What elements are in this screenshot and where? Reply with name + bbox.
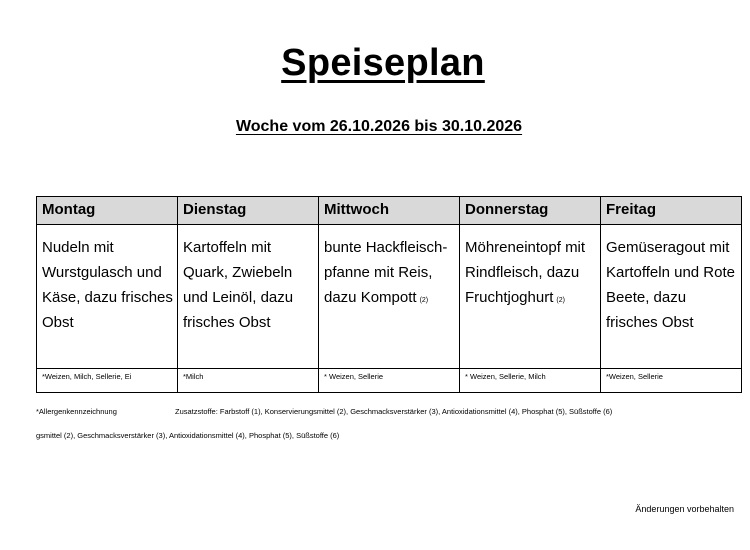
additives-legend-overflow: gsmittel (2), Geschmacksverstärker (3), Antioxidationsmittel (4), Phosphat (5), Süßstoffe (6) [36, 431, 340, 440]
additive-marker: (2) [556, 297, 565, 304]
menu-table [36, 196, 742, 393]
dish-text: Gemüseragout mit Kartoffeln und Rote Beete, dazu frisches Obst [606, 239, 735, 331]
day-header-thursday: Donnerstag [460, 197, 601, 225]
dish-cell-tuesday [178, 225, 319, 369]
dish-cell-friday [601, 225, 742, 369]
dish-text: bunte Hackfleisch-pfanne mit Reis, dazu Kompott [324, 239, 448, 306]
additive-marker: (2) [419, 297, 429, 304]
dish-text: Kartoffeln mit Quark, Zwiebeln und Leinöl, dazu frisches Obst [183, 239, 294, 331]
additives-legend: Zusatzstoffe: Farbstoff (1), Konservierungsmittel (2), Geschmacksverstärker (3), Antioxidationsmittel (4), Phosphat (5), Süßstoffe (6) [175, 407, 613, 416]
dish-text: Nudeln mit Wurstgulasch und Käse, dazu frisches Obst [42, 239, 173, 331]
dish-cell-monday [37, 225, 178, 369]
allergen-cell-wednesday: * Weizen, Sellerie [319, 369, 460, 393]
day-header-friday: Freitag [601, 197, 742, 225]
allergen-legend-label: *Allergenkennzeichnung [36, 407, 117, 416]
day-header-monday: Montag [37, 197, 178, 225]
dish-row [37, 225, 742, 369]
weekday-header-row [37, 197, 742, 225]
allergen-cell-tuesday: *Milch [178, 369, 319, 393]
dish-cell-wednesday [319, 225, 460, 369]
allergen-cell-friday: *Weizen, Sellerie [601, 369, 742, 393]
allergen-cell-monday: *Weizen, Milch, Sellerie, Ei [37, 369, 178, 393]
day-header-wednesday: Mittwoch [319, 197, 460, 225]
day-header-tuesday: Dienstag [178, 197, 319, 225]
allergen-cell-thursday: * Weizen, Sellerie, Milch [460, 369, 601, 393]
changes-reserved-note: Änderungen vorbehalten [635, 504, 734, 514]
week-range: Woche vom 26.10.2026 bis 30.10.2026 [235, 118, 523, 135]
dish-cell-thursday [460, 225, 601, 369]
dish-text: Möhreneintopf mit Rindfleisch, dazu Fruchtjoghurt [465, 239, 586, 306]
page-title: Speiseplan [281, 42, 485, 84]
allergen-row [37, 369, 742, 393]
